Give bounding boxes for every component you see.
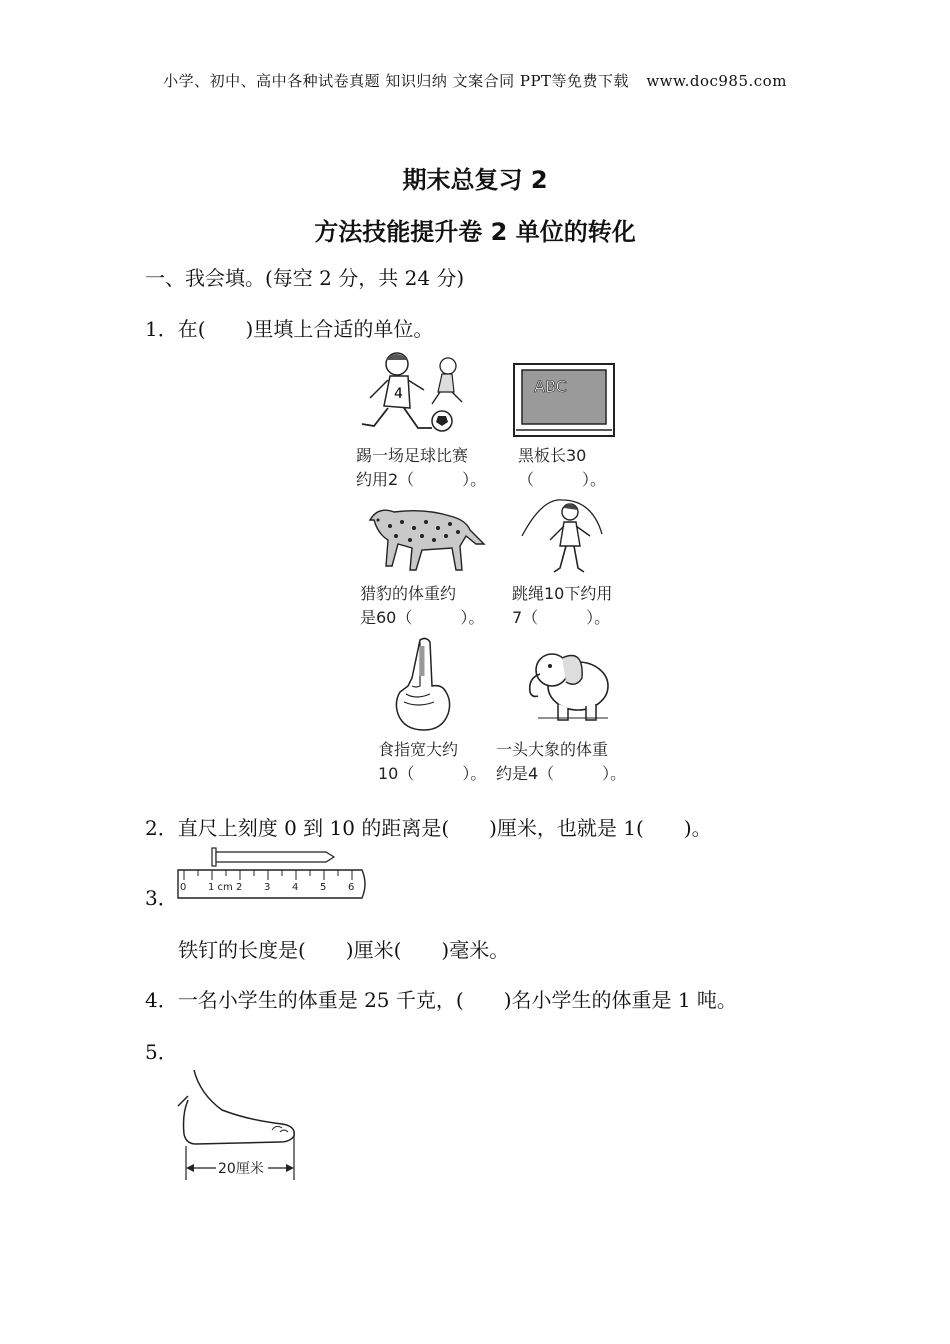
question-2: 2．直尺上刻度 0 到 10 的距离是( )厘米，也就是 1( )。 xyxy=(145,816,712,840)
section-heading: 一、我会填。(每空 2 分，共 24 分) xyxy=(145,266,465,290)
question-4: 4．一名小学生的体重是 25 千克，( )名小学生的体重是 1 吨。 xyxy=(145,988,737,1012)
svg-text:ABC: ABC xyxy=(534,377,567,396)
q1-caption-1: 踢一场足球比赛 约用2（ ）。 xyxy=(356,446,487,489)
nail-icon xyxy=(212,848,334,866)
question-3-text: 铁钉的长度是( )厘米( )毫米。 xyxy=(178,938,510,962)
q1-caption-3: 猎豹的体重约 是60（ ）。 xyxy=(360,584,485,627)
ruler-label: 6 xyxy=(348,882,355,893)
question-1: 1．在( )里填上合适的单位。 xyxy=(145,317,434,341)
q1-caption-5: 食指宽大约 10（ ）。 xyxy=(378,740,487,783)
header-url: www.doc985.com xyxy=(646,72,787,90)
page-header xyxy=(0,70,950,91)
jump-rope-girl-icon xyxy=(512,496,612,582)
ruler-with-nail xyxy=(176,846,368,904)
header-text: 小学、初中、高中各种试卷真题 知识归纳 文案合同 PPT等免费下载 xyxy=(163,72,630,90)
soccer-players-icon xyxy=(352,346,482,441)
page-title: 期末总复习 2 xyxy=(402,166,548,194)
question-3-number: 3． xyxy=(145,886,178,910)
blackboard-icon xyxy=(512,362,616,438)
ruler-label: 3 xyxy=(264,882,271,893)
cheetah-icon xyxy=(360,500,486,576)
ruler-label: 4 xyxy=(292,882,299,893)
index-finger-icon xyxy=(392,636,454,732)
ruler-label: 1 cm 2 xyxy=(208,882,243,893)
q1-caption-4: 跳绳10下约用 7（ ）。 xyxy=(512,584,613,627)
ruler-label: 0 xyxy=(180,882,187,893)
foot-length-label: 20厘米 xyxy=(218,1161,264,1177)
q1-caption-2: 黑板长30 （ ）。 xyxy=(518,446,607,489)
ruler-label: 5 xyxy=(320,882,327,893)
q1-caption-6: 一头大象的体重 约是4（ ）。 xyxy=(496,740,627,783)
page-subtitle: 方法技能提升卷 2 单位的转化 xyxy=(314,218,636,246)
foot-icon xyxy=(176,1066,306,1186)
svg-text:4: 4 xyxy=(394,386,403,402)
question-5-number: 5． xyxy=(145,1040,178,1064)
elephant-icon xyxy=(522,640,612,726)
